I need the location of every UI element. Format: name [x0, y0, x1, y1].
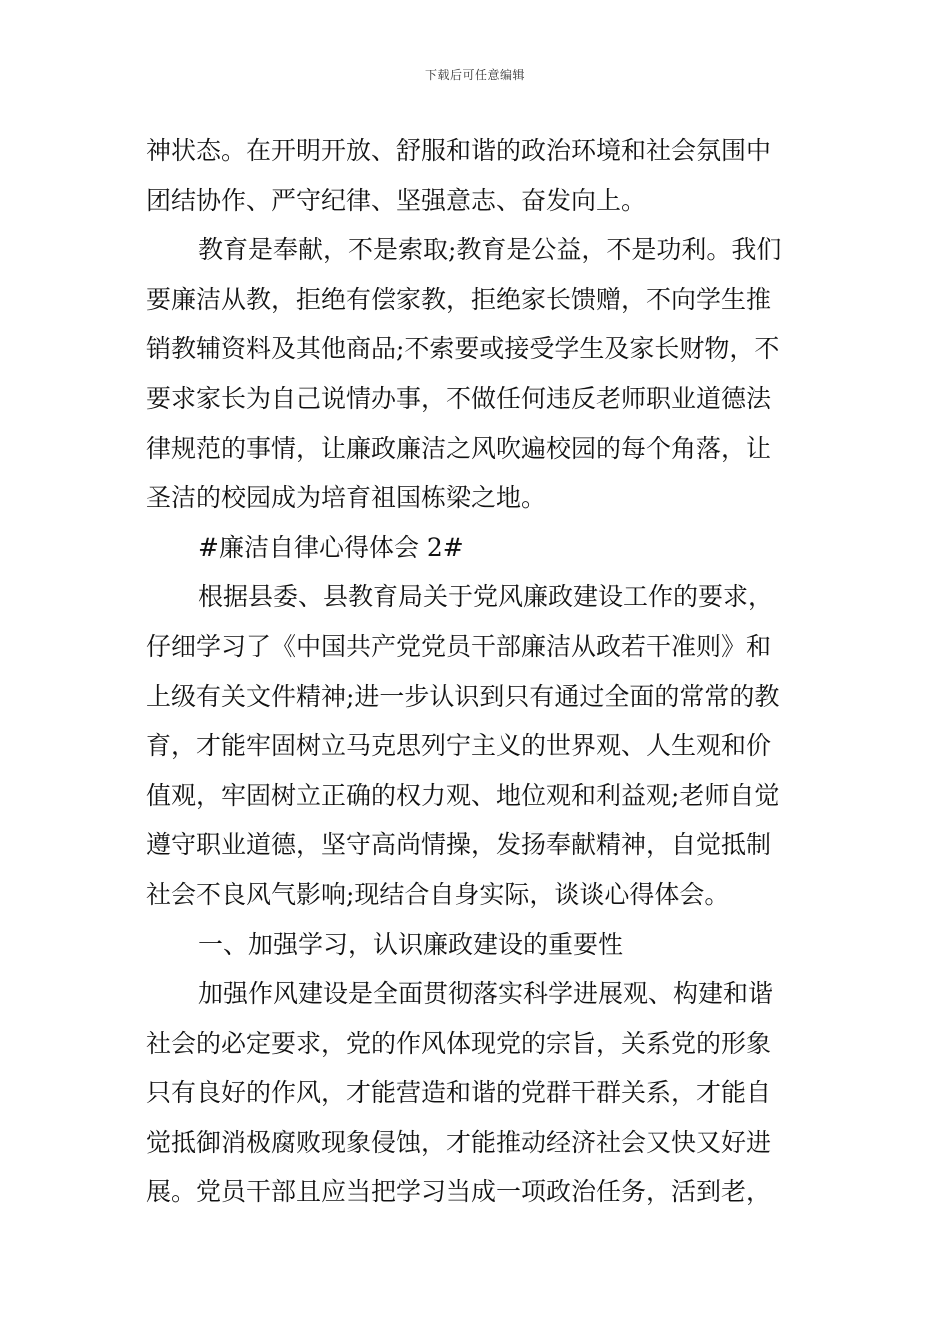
- text-line: 上级有关文件精神;进一步认识到只有通过全面的常常的教: [146, 681, 780, 711]
- text-line: 社会的必定要求，党的作风体现党的宗旨，关系党的形象: [146, 1028, 772, 1058]
- text-line: 教育是奉献，不是索取;教育是公益，不是功利。我们: [198, 235, 782, 265]
- text-line: 根据县委、县教育局关于党风廉政建设工作的要求，: [198, 582, 774, 612]
- text-line: 遵守职业道德，坚守高尚情操，发扬奉献精神，自觉抵制: [146, 830, 772, 860]
- text-line: 一、加强学习，认识廉政建设的重要性: [198, 929, 624, 959]
- text-line: 育，才能牢固树立马克思列宁主义的世界观、人生观和价: [146, 731, 772, 761]
- text-line: 团结协作、严守纪律、坚强意志、奋发向上。: [146, 185, 647, 215]
- document-body: [146, 126, 810, 1217]
- text-line: 值观，牢固树立正确的权力观、地位观和利益观;老师自觉: [146, 780, 780, 810]
- text-line: 仔细学习了《中国共产党党员干部廉洁从政若干准则》和: [146, 631, 772, 661]
- text-line: 要求家长为自己说情办事，不做任何违反老师职业道德法: [146, 383, 772, 413]
- text-line: 展。党员干部且应当把学习当成一项政治任务，活到老，: [146, 1177, 772, 1207]
- text-line: 社会不良风气影响;现结合自身实际，谈谈心得体会。: [146, 879, 730, 909]
- text-line: 只有良好的作风，才能营造和谐的党群干群关系，才能自: [146, 1078, 772, 1108]
- header-note: 下载后可任意编辑: [424, 68, 525, 82]
- text-line: 律规范的事情，让廉政廉洁之风吹遍校园的每个角落，让: [146, 433, 772, 463]
- text-line: 要廉洁从教，拒绝有偿家教，拒绝家长馈赠，不向学生推: [146, 284, 772, 314]
- text-line: #廉洁自律心得体会 2#: [198, 532, 464, 562]
- text-line: 销教辅资料及其他商品;不索要或接受学生及家长财物，不: [146, 334, 780, 364]
- text-line: 加强作风建设是全面贯彻落实科学进展观、构建和谐: [198, 979, 774, 1009]
- text-line: 觉抵御消极腐败现象侵蚀，才能推动经济社会又快又好进: [146, 1127, 772, 1157]
- text-line: 神状态。在开明开放、舒服和谐的政治环境和社会氛围中: [146, 136, 772, 165]
- text-line: 圣洁的校园成为培育祖国栋梁之地。: [146, 483, 547, 513]
